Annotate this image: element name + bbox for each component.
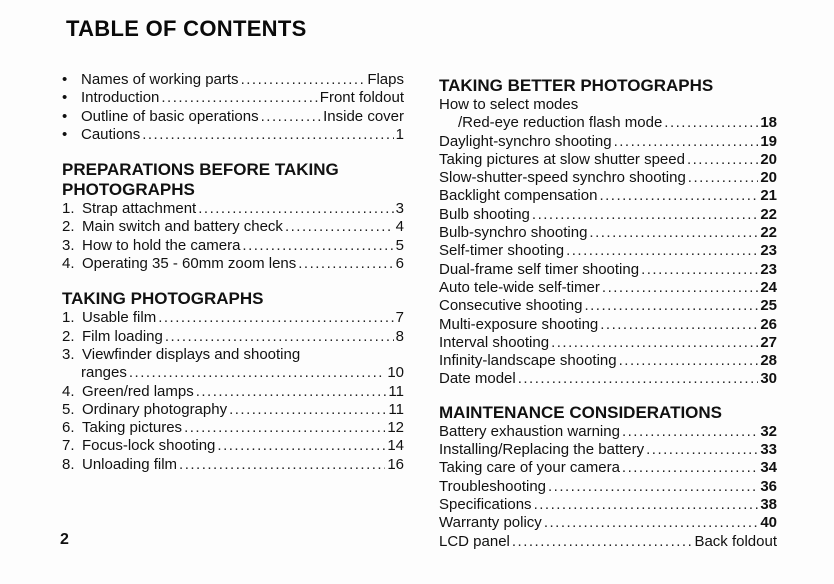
entry-label: Bulb-synchro shooting [439, 224, 588, 242]
entry-label: Slow-shutter-speed synchro shooting [439, 169, 686, 187]
entry-page: 28 [760, 352, 777, 370]
page-number: 2 [60, 531, 69, 548]
entry-page: Inside cover [323, 107, 404, 125]
dot-leader [688, 169, 759, 187]
toc-entry[interactable] [62, 108, 404, 126]
entry-label: Infinity-landscape shooting [439, 352, 617, 370]
toc-entry[interactable] [439, 169, 777, 187]
entry-page: 16 [387, 455, 404, 473]
entry-label: Auto tele-wide self-timer [439, 278, 600, 296]
toc-entry[interactable] [439, 459, 777, 477]
entry-label: Dual-frame self timer shooting [439, 260, 640, 278]
entry-page: 4 [395, 218, 404, 236]
entry-page: 10 [387, 364, 404, 382]
toc-entry[interactable] [62, 383, 404, 401]
preparations-list [62, 200, 404, 273]
section-heading-preparations [62, 160, 404, 200]
entry-page: 20 [760, 150, 777, 168]
entry-label: Date model [439, 370, 516, 388]
entry-page: 23 [760, 260, 777, 278]
dot-leader [589, 224, 758, 242]
entry-number: 3. [62, 345, 75, 363]
dot-leader [532, 206, 758, 224]
toc-entry-line[interactable]: How to select modes [439, 96, 579, 113]
entry-label: Taking care of your camera [439, 459, 620, 477]
toc-entry[interactable] [439, 206, 777, 224]
dot-leader [298, 255, 393, 273]
toc-entry[interactable] [439, 242, 777, 260]
entry-label: 1. Usable film [62, 309, 157, 327]
entry-label: Daylight-synchro shooting [439, 132, 612, 150]
entry-label: 1. Strap attachment [62, 200, 197, 218]
entry-label: Consecutive shooting [439, 297, 583, 315]
dot-leader [512, 533, 693, 551]
entry-page: 11 [388, 400, 404, 418]
entry-page: 36 [760, 477, 777, 495]
entry-page: 23 [760, 242, 777, 260]
toc-entry-continuation[interactable] [62, 364, 404, 382]
entry-page: 20 [760, 169, 777, 187]
toc-entry[interactable] [439, 352, 777, 370]
entry-page: 30 [760, 370, 777, 388]
dot-leader [664, 114, 758, 132]
entry-label: Bulb shooting [439, 205, 530, 223]
toc-entry[interactable] [62, 401, 404, 419]
entry-label: 4. Operating 35 - 60mm zoom lens [62, 255, 297, 273]
dot-leader [285, 218, 394, 236]
entry-label: Backlight compensation [439, 187, 598, 205]
maintenance-list [439, 423, 777, 551]
toc-entry[interactable] [62, 218, 404, 236]
section-heading-better: TAKING BETTER PHOTOGRAPHS [439, 76, 714, 95]
entry-page: 24 [760, 278, 777, 296]
entry-page: 40 [760, 514, 777, 532]
entry-label: • Names of working parts [62, 71, 239, 89]
toc-entry[interactable] [439, 297, 777, 315]
entry-page: 27 [760, 333, 777, 351]
toc-entry[interactable] [439, 133, 777, 151]
entry-page: 38 [760, 495, 777, 513]
toc-right-column [439, 76, 777, 551]
dot-leader [641, 261, 758, 279]
entry-label: Self-timer shooting [439, 242, 565, 260]
dot-leader [261, 108, 322, 126]
entry-label: 2. Main switch and battery check [62, 218, 283, 236]
entry-label: LCD panel [439, 532, 510, 550]
toc-entry[interactable] [62, 89, 404, 107]
toc-entry-line[interactable] [62, 346, 404, 364]
entry-page: 32 [760, 422, 777, 440]
entry-page: 3 [395, 200, 404, 218]
toc-entry[interactable] [439, 187, 777, 205]
dot-leader [534, 496, 759, 514]
toc-entry[interactable] [439, 316, 777, 334]
toc-entry[interactable] [62, 237, 404, 255]
better-list [439, 96, 777, 389]
entry-page: 18 [760, 114, 777, 132]
entry-page: 12 [387, 419, 404, 437]
dot-leader [622, 423, 758, 441]
entry-page: 1 [395, 125, 404, 143]
entry-label: 7. Focus-lock shooting [62, 437, 216, 455]
toc-entry[interactable] [439, 514, 777, 532]
dot-leader [614, 133, 759, 151]
dot-leader [165, 328, 394, 346]
entry-label: /Red-eye reduction flash mode [458, 114, 663, 132]
dot-leader [142, 126, 393, 144]
page-title: TABLE OF CONTENTS [66, 16, 307, 41]
dot-leader [548, 478, 758, 496]
entry-label: Troubleshooting [439, 477, 547, 495]
dot-leader [544, 514, 759, 532]
section-heading-maintenance: MAINTENANCE CONSIDERATIONS [439, 402, 723, 422]
dot-leader [551, 334, 758, 352]
entry-label: • Cautions [62, 126, 140, 144]
toc-entry[interactable] [62, 437, 404, 455]
dot-leader [161, 89, 317, 107]
dot-leader [566, 242, 758, 260]
entry-page: 26 [760, 315, 777, 333]
dot-leader [129, 364, 385, 382]
toc-entry[interactable] [439, 533, 777, 551]
toc-entry[interactable] [62, 126, 404, 144]
entry-page: 22 [760, 205, 777, 223]
entry-page: 19 [760, 132, 777, 150]
dot-leader [158, 309, 393, 327]
toc-entry[interactable] [439, 370, 777, 388]
dot-leader [687, 151, 758, 169]
entry-label: Warranty policy [439, 514, 542, 532]
heading-line: PHOTOGRAPHS [62, 180, 195, 200]
dot-leader [622, 459, 758, 477]
entry-page: 14 [387, 437, 404, 455]
toc-entry[interactable] [62, 419, 404, 437]
entry-page: Flaps [367, 71, 404, 88]
toc-entry[interactable] [439, 114, 777, 132]
dot-leader [518, 370, 759, 388]
dot-leader [242, 237, 393, 255]
taking-list [62, 309, 404, 474]
entry-page: 8 [395, 327, 404, 345]
heading-line: PREPARATIONS BEFORE TAKING [62, 160, 339, 180]
dot-leader [196, 383, 387, 401]
dot-leader [179, 456, 385, 474]
toc-entry[interactable] [62, 328, 404, 346]
toc-entry[interactable] [62, 456, 404, 474]
entry-label: Interval shooting [439, 333, 550, 351]
section-heading-taking: TAKING PHOTOGRAPHS [62, 289, 264, 309]
entry-label: • Outline of basic operations [62, 108, 259, 126]
front-matter-list [62, 71, 404, 144]
entry-label: 2. Film loading [62, 327, 163, 345]
toc-entry[interactable] [439, 441, 777, 459]
dot-leader [217, 437, 385, 455]
dot-leader [584, 297, 758, 315]
entry-page: 25 [760, 297, 777, 315]
entry-page: 7 [395, 309, 404, 327]
toc-entry[interactable] [439, 261, 777, 279]
entry-label: Multi-exposure shooting [439, 315, 599, 333]
dot-leader [241, 71, 366, 89]
entry-label: Installing/Replacing the battery [439, 441, 645, 459]
dot-leader [602, 279, 758, 297]
entry-label: Viewfinder displays and shooting [82, 345, 301, 363]
entry-page: 21 [760, 187, 777, 205]
dot-leader [599, 187, 758, 205]
dot-leader [646, 441, 758, 459]
dot-leader [198, 200, 393, 218]
toc-entry[interactable] [439, 151, 777, 169]
toc-entry[interactable] [439, 423, 777, 441]
toc-entry[interactable] [439, 334, 777, 352]
entry-page: Back foldout [694, 532, 777, 550]
toc-entry[interactable] [62, 200, 404, 218]
entry-page: 5 [395, 236, 404, 254]
entry-page: Front foldout [319, 89, 404, 107]
entry-page: 11 [388, 382, 404, 400]
entry-label: 3. How to hold the camera [62, 236, 241, 254]
dot-leader [229, 401, 386, 419]
toc-entry[interactable] [62, 71, 404, 89]
entry-label: 5. Ordinary photography [62, 400, 228, 418]
entry-page: 33 [760, 441, 777, 459]
entry-label: 8. Unloading film [62, 455, 178, 473]
toc-entry[interactable] [62, 255, 404, 273]
toc-entry[interactable] [439, 478, 777, 496]
entry-label: 6. Taking pictures [62, 419, 183, 437]
dot-leader [619, 352, 759, 370]
entry-label: • Introduction [62, 89, 159, 107]
toc-entry[interactable] [439, 496, 777, 514]
toc-left-column [62, 71, 404, 474]
entry-label: 4. Green/red lamps [62, 382, 194, 400]
entry-label: Taking pictures at slow shutter speed [439, 150, 685, 168]
toc-entry[interactable] [62, 309, 404, 327]
dot-leader [600, 316, 758, 334]
toc-entry[interactable] [439, 279, 777, 297]
entry-label: Battery exhaustion warning [439, 422, 620, 440]
entry-label-continuation: ranges [81, 364, 127, 382]
dot-leader [184, 419, 385, 437]
entry-page: 22 [760, 224, 777, 242]
toc-entry[interactable] [439, 224, 777, 242]
entry-page: 6 [395, 255, 404, 273]
entry-label: Specifications [439, 495, 532, 513]
entry-page: 34 [760, 459, 777, 477]
